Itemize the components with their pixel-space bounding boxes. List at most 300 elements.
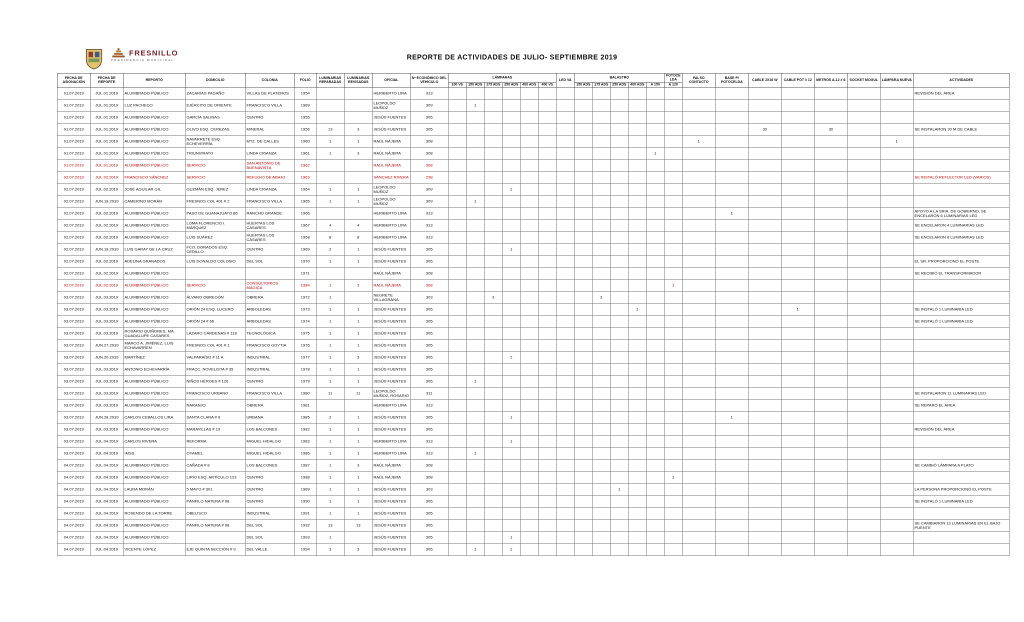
cell-actividades: SE CAMBIARON 13 LUMINARIAS EN EL BAJO PUENTE (913, 520, 1009, 532)
cell-numero-economico: 305 (410, 244, 448, 256)
cell-base-fotocelda (715, 352, 748, 364)
cell-cable-pot-12 (781, 376, 814, 388)
subcol-lamp-175ads: 175 ADS (486, 83, 501, 87)
cell-bal-175ads (592, 268, 610, 280)
cell-lamp-150ads (466, 184, 484, 196)
cell-metros-a12 (814, 208, 847, 220)
cell-lamp-100vs (448, 244, 466, 256)
cell-lamp-100vs (448, 256, 466, 268)
cell-lamp-150ads (466, 208, 484, 220)
col-header-numero-economico: Nº ECONÓMICO DEL VEHÍCULO (410, 73, 448, 88)
cell-reporto: ALUMBRADO PÚBLICO (123, 148, 185, 160)
cell-lamp-100vs (448, 316, 466, 328)
cell-oficial: JESÚS FUENTES (372, 484, 410, 496)
cell-metros-a12 (814, 520, 847, 532)
cell-foto-a120 (664, 304, 682, 316)
cell-bal-150ads (574, 160, 592, 172)
cell-oficial: HERIBERTO LIRA (372, 436, 410, 448)
cell-numero-economico: 305 (410, 340, 448, 352)
cell-cable-pot-12 (781, 484, 814, 496)
cell-cable-pot-12 (781, 160, 814, 172)
cell-bal-175ads (592, 532, 610, 544)
cell-base-fotocelda (715, 340, 748, 352)
table-row (57, 496, 1009, 508)
cell-lampara-nueva (880, 352, 913, 364)
cell-lamp-400vs (538, 208, 556, 220)
cell-fecha-asignacion: 02.07.2019 (57, 232, 90, 244)
cell-bal-150ads (574, 304, 592, 316)
cell-lamp-100vs (448, 460, 466, 472)
cell-lamp-250ads: 1 (502, 412, 520, 424)
cell-folio: 1987 (294, 460, 316, 472)
cell-reporto: ROSARIO QUIÑONES, MA. GUADALUPE CASARES (123, 328, 185, 340)
cell-lamp-100vs (448, 484, 466, 496)
cell-fecha-reporte: JUL.02.2019 (90, 220, 123, 232)
cell-falso-contacto (682, 232, 715, 244)
cell-colonia: OBRERA (245, 400, 294, 412)
table-row (57, 196, 1009, 208)
subcol-bal-250ads: 250 ADS (612, 83, 627, 87)
cell-fecha-reporte: JUL.02.2019 (90, 232, 123, 244)
cell-bal-400ads (628, 544, 646, 556)
cell-foto-a120 (664, 352, 682, 364)
cell-luminarias-revisadas: 8 (344, 232, 372, 244)
table-row (57, 172, 1009, 184)
cell-lamp-175ads (484, 424, 502, 436)
cell-lamp-250ads (502, 316, 520, 328)
cell-bal-400ads (628, 88, 646, 100)
cell-socket-mogul (847, 304, 880, 316)
cell-bal-a150 (646, 88, 664, 100)
cell-lamp-250ads (502, 292, 520, 304)
cell-lamp-250ads (502, 124, 520, 136)
cell-domicilio: EJE QUINTA SECCIÓN # 9 (185, 544, 245, 556)
cell-metros-a12 (814, 364, 847, 376)
cell-metros-a12 (814, 544, 847, 556)
cell-lamp-250ads (502, 100, 520, 112)
cell-actividades (913, 160, 1009, 172)
cell-socket-mogul (847, 448, 880, 460)
cell-folio: 1983 (294, 436, 316, 448)
cell-fecha-asignacion: 01.07.2019 (57, 148, 90, 160)
cell-led-va (556, 400, 574, 412)
cell-bal-250ads (610, 520, 628, 532)
cell-cable-2x16 (748, 376, 781, 388)
cell-socket-mogul (847, 424, 880, 436)
cell-lamp-175ads (484, 172, 502, 184)
cell-foto-a120 (664, 100, 682, 112)
cell-luminarias-reparadas: 2 (316, 412, 344, 424)
cell-bal-400ads (628, 148, 646, 160)
cell-bal-150ads (574, 532, 592, 544)
cell-lamp-150ads (466, 436, 484, 448)
cell-base-fotocelda (715, 280, 748, 292)
cell-socket-mogul (847, 196, 880, 208)
cell-colonia: DEL SOL (245, 532, 294, 544)
cell-lamp-175ads (484, 208, 502, 220)
cell-fecha-reporte: JUN.19.2019 (90, 196, 123, 208)
cell-lamp-250ads (502, 448, 520, 460)
cell-luminarias-revisadas: 1 (344, 328, 372, 340)
cell-lamp-175ads (484, 532, 502, 544)
cell-socket-mogul (847, 244, 880, 256)
cell-reporto: ALUMBRADO PÚBLICO (123, 292, 185, 304)
cell-reporto: ALUMBRADO PÚBLICO (123, 424, 185, 436)
cell-numero-economico: 313 (410, 436, 448, 448)
cell-bal-150ads (574, 496, 592, 508)
cell-luminarias-revisadas (344, 292, 372, 304)
cell-numero-economico: 305 (410, 544, 448, 556)
cell-led-va (556, 208, 574, 220)
cell-numero-economico: 311 (410, 388, 448, 400)
cell-colonia: CENTRO (245, 496, 294, 508)
cell-luminarias-revisadas: 3 (344, 280, 372, 292)
cell-colonia: FRANCISCO VILLA (245, 388, 294, 400)
cell-bal-a150 (646, 448, 664, 460)
cell-cable-2x16 (748, 136, 781, 148)
cell-oficial: HERIBERTO LIRA (372, 220, 410, 232)
cell-folio: 1986 (294, 448, 316, 460)
cell-folio: 1955 (294, 112, 316, 124)
cell-bal-150ads (574, 448, 592, 460)
cell-luminarias-reparadas (316, 172, 344, 184)
cell-domicilio: NIÑOS HÉROES # 126 (185, 376, 245, 388)
cell-fecha-reporte: JUL.04.2019 (90, 532, 123, 544)
cell-folio: 1972 (294, 292, 316, 304)
cell-lamp-150ads (466, 292, 484, 304)
cell-lamp-100vs (448, 388, 466, 400)
cell-base-fotocelda (715, 88, 748, 100)
cell-bal-a150 (646, 484, 664, 496)
cell-bal-150ads (574, 280, 592, 292)
cell-colonia: ARBOLEDAS (245, 304, 294, 316)
cell-bal-175ads (592, 124, 610, 136)
cell-reporto: ALUMBRADO PÚBLICO (123, 88, 185, 100)
cell-bal-150ads (574, 292, 592, 304)
cell-bal-250ads (610, 496, 628, 508)
cell-bal-400ads (628, 328, 646, 340)
cell-lampara-nueva (880, 88, 913, 100)
cell-bal-a150 (646, 460, 664, 472)
cell-bal-250ads (610, 304, 628, 316)
cell-lamp-250ads (502, 256, 520, 268)
cell-lamp-175ads (484, 364, 502, 376)
cell-colonia: ARBOLEDAS (245, 316, 294, 328)
cell-actividades (913, 448, 1009, 460)
cell-cable-pot-12 (781, 232, 814, 244)
cell-lampara-nueva (880, 364, 913, 376)
cell-folio: 1974 (294, 316, 316, 328)
cell-socket-mogul (847, 232, 880, 244)
cell-bal-a150 (646, 496, 664, 508)
cell-metros-a12 (814, 400, 847, 412)
cell-lamp-400ads (520, 364, 538, 376)
cell-socket-mogul (847, 88, 880, 100)
cell-fecha-asignacion: 01.07.2019 (57, 112, 90, 124)
cell-lamp-100vs (448, 160, 466, 172)
cell-lamp-400ads (520, 484, 538, 496)
cell-foto-a120 (664, 160, 682, 172)
cell-cable-pot-12 (781, 508, 814, 520)
cell-numero-economico: 305 (410, 352, 448, 364)
cell-socket-mogul (847, 376, 880, 388)
cell-foto-a120 (664, 292, 682, 304)
cell-lamp-250ads (502, 232, 520, 244)
cell-actividades (913, 508, 1009, 520)
cell-foto-a120 (664, 112, 682, 124)
cell-lamp-175ads (484, 460, 502, 472)
cell-luminarias-revisadas (344, 208, 372, 220)
cell-cable-pot-12 (781, 316, 814, 328)
cell-metros-a12 (814, 112, 847, 124)
cell-bal-400ads (628, 532, 646, 544)
cell-domicilio: LOMA FLORENCIO I. MÁRQUEZ (185, 220, 245, 232)
cell-lamp-150ads (466, 256, 484, 268)
cell-lamp-150ads (466, 244, 484, 256)
cell-folio: 1980 (294, 388, 316, 400)
table-row (57, 328, 1009, 340)
cell-bal-150ads (574, 256, 592, 268)
cell-bal-a150 (646, 412, 664, 424)
cell-bal-175ads (592, 544, 610, 556)
cell-falso-contacto (682, 292, 715, 304)
cell-actividades: SE ENCELARON 8 LUMINARIAS LED (913, 232, 1009, 244)
cell-bal-175ads (592, 196, 610, 208)
cell-foto-a120 (664, 268, 682, 280)
cell-lamp-175ads (484, 304, 502, 316)
cell-actividades (913, 412, 1009, 424)
cell-actividades: REVISIÓN DEL ÁREA (913, 88, 1009, 100)
cell-luminarias-revisadas (344, 400, 372, 412)
cell-lamp-250ads (502, 340, 520, 352)
cell-lamp-150ads: 1 (466, 100, 484, 112)
col-header-cable-pot: CABLE POT # 12 (781, 73, 814, 88)
cell-lamp-175ads (484, 508, 502, 520)
cell-metros-a12 (814, 508, 847, 520)
cell-domicilio: EJÉRCITO DE ORIENTE (185, 100, 245, 112)
cell-bal-a150 (646, 208, 664, 220)
cell-lamp-100vs (448, 400, 466, 412)
cell-lamp-100vs (448, 148, 466, 160)
cell-domicilio (185, 268, 245, 280)
cell-fecha-asignacion: 02.07.2019 (57, 172, 90, 184)
cell-cable-2x16 (748, 244, 781, 256)
cell-cable-pot-12 (781, 196, 814, 208)
cell-foto-a120 (664, 340, 682, 352)
cell-lamp-175ads (484, 124, 502, 136)
cell-led-va (556, 436, 574, 448)
cell-colonia: CENTRO (245, 376, 294, 388)
cell-falso-contacto (682, 388, 715, 400)
cell-cable-pot-12 (781, 448, 814, 460)
cell-cable-2x16 (748, 112, 781, 124)
cell-reporto: ROSENDO DE LA TORRE (123, 508, 185, 520)
cell-lamp-250ads (502, 496, 520, 508)
cell-bal-250ads (610, 244, 628, 256)
cell-cable-pot-12 (781, 136, 814, 148)
cell-bal-400ads (628, 376, 646, 388)
cell-fecha-reporte: JUL.04.2019 (90, 520, 123, 532)
cell-base-fotocelda (715, 484, 748, 496)
cell-numero-economico: 313 (410, 400, 448, 412)
cell-lamp-250ads (502, 508, 520, 520)
cell-luminarias-reparadas: 1 (316, 256, 344, 268)
cell-luminarias-reparadas (316, 112, 344, 124)
cell-lampara-nueva (880, 484, 913, 496)
cell-lamp-400vs (538, 244, 556, 256)
cell-bal-250ads (610, 124, 628, 136)
cell-lamp-400ads (520, 340, 538, 352)
report-table-body (57, 88, 1009, 556)
cell-cable-pot-12 (781, 340, 814, 352)
col-header-fecha-asignacion: FECHA DE ASIGNACIÓN (57, 73, 90, 88)
cell-bal-175ads (592, 352, 610, 364)
cell-bal-150ads (574, 508, 592, 520)
cell-reporto: LUIS GARAY DE LA CRUZ (123, 244, 185, 256)
cell-cable-2x16 (748, 520, 781, 532)
cell-lamp-250ads (502, 160, 520, 172)
cell-falso-contacto (682, 544, 715, 556)
cell-cable-pot-12 (781, 520, 814, 532)
cell-cable-2x16 (748, 172, 781, 184)
cell-folio: 1960 (294, 136, 316, 148)
cell-lamp-250ads (502, 460, 520, 472)
cell-bal-a150 (646, 268, 664, 280)
cell-fecha-asignacion: 03.07.2019 (57, 436, 90, 448)
cell-lamp-175ads (484, 472, 502, 484)
cell-cable-2x16 (748, 328, 781, 340)
cell-foto-a120 (664, 256, 682, 268)
cell-foto-a120 (664, 172, 682, 184)
subcol-lamp-250ads: 250 ADS (504, 83, 519, 87)
cell-base-fotocelda (715, 292, 748, 304)
cell-base-fotocelda (715, 160, 748, 172)
cell-lamp-100vs (448, 496, 466, 508)
cell-cable-2x16 (748, 160, 781, 172)
cell-cable-pot-12 (781, 292, 814, 304)
cell-colonia: VILLAS DE PLATEROS (245, 88, 294, 100)
cell-luminarias-reparadas: 13 (316, 124, 344, 136)
cell-cable-pot-12 (781, 268, 814, 280)
cell-falso-contacto (682, 280, 715, 292)
col-header-led: LED VA (556, 73, 574, 88)
cell-colonia: MIGUEL HIDALGO (245, 448, 294, 460)
cell-lamp-150ads (466, 484, 484, 496)
cell-actividades (913, 196, 1009, 208)
cell-bal-250ads (610, 328, 628, 340)
cell-actividades: SE INSTALARON 30 M DE CABLE (913, 124, 1009, 136)
cell-bal-250ads (610, 292, 628, 304)
cell-actividades: APOYO A LA SRIA. DE GOBIERNO, SE ENCELARON 6 LUMINARIAS LED (913, 208, 1009, 220)
table-row (57, 520, 1009, 532)
cell-numero-economico: 305 (410, 532, 448, 544)
cell-bal-250ads (610, 184, 628, 196)
cell-lamp-400ads (520, 112, 538, 124)
cell-numero-economico: 303 (410, 484, 448, 496)
cell-oficial: JESÚS FUENTES (372, 532, 410, 544)
cell-lamp-400vs (538, 388, 556, 400)
cell-folio: 1970 (294, 256, 316, 268)
cell-lamp-150ads (466, 460, 484, 472)
cell-lamp-250ads: 1 (502, 544, 520, 556)
cell-socket-mogul (847, 472, 880, 484)
cell-colonia: DEL VALLE (245, 544, 294, 556)
cell-reporto: ALUMBRADO PÚBLICO (123, 268, 185, 280)
cell-bal-400ads (628, 112, 646, 124)
cell-falso-contacto (682, 340, 715, 352)
cell-metros-a12 (814, 376, 847, 388)
cell-falso-contacto (682, 424, 715, 436)
cell-actividades: SE RECIBIÓ EL TRANSFORMADOR (913, 268, 1009, 280)
cell-bal-a150 (646, 280, 664, 292)
cell-domicilio: FCO. DORADOS ESQ. CEDILLO (185, 244, 245, 256)
cell-led-va (556, 460, 574, 472)
cell-cable-2x16 (748, 184, 781, 196)
cell-bal-150ads (574, 436, 592, 448)
cell-actividades (913, 292, 1009, 304)
cell-bal-175ads (592, 172, 610, 184)
cell-folio: 1954 (294, 88, 316, 100)
cell-falso-contacto (682, 532, 715, 544)
cell-colonia: MTZ. DE CALLES (245, 136, 294, 148)
cell-lampara-nueva (880, 112, 913, 124)
cell-bal-150ads (574, 100, 592, 112)
cell-metros-a12 (814, 412, 847, 424)
cell-actividades (913, 532, 1009, 544)
cell-lamp-175ads (484, 136, 502, 148)
cell-fecha-reporte: JUL.02.2019 (90, 268, 123, 280)
cell-luminarias-reparadas: 13 (316, 520, 344, 532)
cell-fecha-reporte: JUN.27.2019 (90, 340, 123, 352)
cell-lamp-175ads (484, 412, 502, 424)
cell-bal-a150 (646, 184, 664, 196)
table-row (57, 184, 1009, 196)
cell-folio: 1989 (294, 484, 316, 496)
cell-lamp-175ads (484, 448, 502, 460)
cell-bal-400ads (628, 280, 646, 292)
cell-bal-175ads (592, 136, 610, 148)
cell-bal-175ads (592, 508, 610, 520)
cell-bal-150ads (574, 376, 592, 388)
col-header-reporto: REPORTÓ (123, 73, 185, 88)
cell-lamp-400vs (538, 256, 556, 268)
cell-oficial: HERIBERTO LIRA (372, 232, 410, 244)
cell-bal-175ads (592, 424, 610, 436)
cell-domicilio: ZACARÍAS PAGAÑO (185, 88, 245, 100)
cell-bal-a150 (646, 340, 664, 352)
cell-lamp-400ads (520, 232, 538, 244)
cell-falso-contacto (682, 364, 715, 376)
cell-led-va (556, 256, 574, 268)
cell-luminarias-revisadas (344, 532, 372, 544)
cell-colonia: CENTRO (245, 484, 294, 496)
cell-luminarias-reparadas: 1 (316, 328, 344, 340)
cell-colonia: SAN ANTONIO DE BUENAVISTA (245, 160, 294, 172)
cell-bal-a150 (646, 124, 664, 136)
cell-numero-economico: 309 (410, 196, 448, 208)
cell-lamp-150ads (466, 268, 484, 280)
cell-luminarias-reparadas: 4 (316, 220, 344, 232)
col-header-colonia: COLONIA (245, 73, 294, 88)
cell-actividades: SE CAMBIÓ LÁMPARA A PLATO (913, 460, 1009, 472)
table-row (57, 460, 1009, 472)
cell-metros-a12 (814, 436, 847, 448)
cell-lampara-nueva (880, 340, 913, 352)
cell-bal-250ads (610, 364, 628, 376)
cell-foto-a120 (664, 388, 682, 400)
cell-base-fotocelda (715, 400, 748, 412)
cell-falso-contacto (682, 148, 715, 160)
